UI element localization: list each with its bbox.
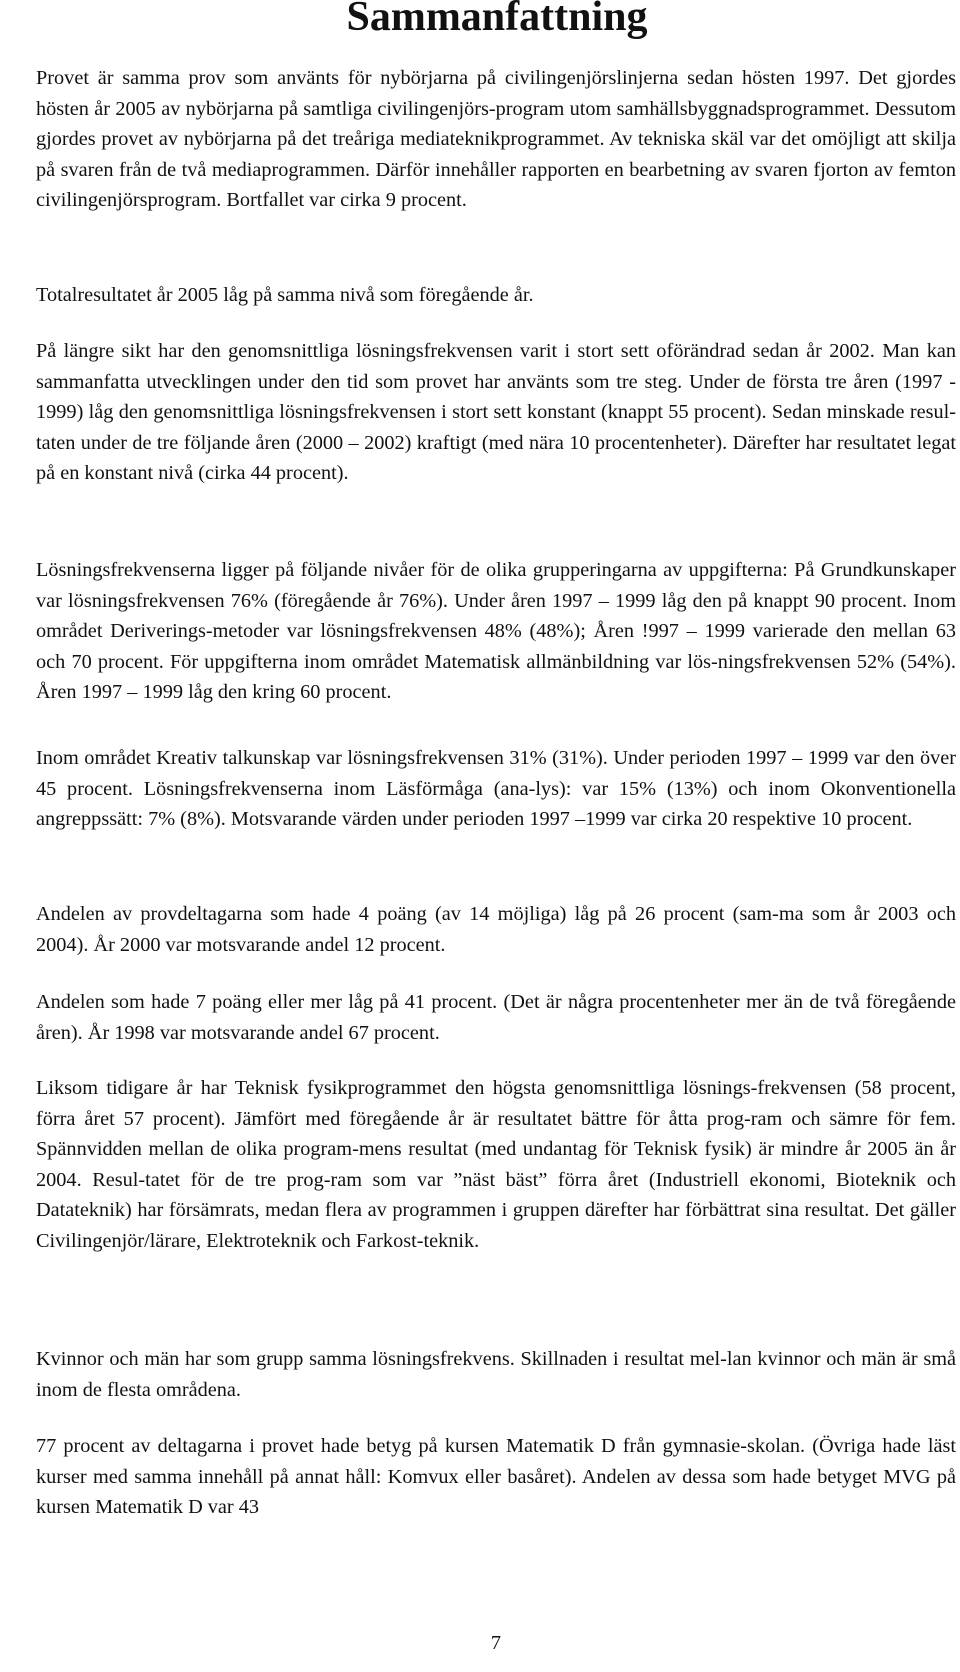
paragraph-long-term: På längre sikt har den genomsnittliga lösningsfrekvensen varit i stort sett oförändrad sedan år 2002. Man kan sammanfatta utvecklingen under den tid som provet har använts som tre steg. Under de första tre åren (1997 - 1999) låg den genomsnittliga lösningsfrekvensen i stort sett konstant (knappt 55 procent). Sedan minskade resul-taten under de tre följande åren (2000 – 2002) kraftigt (med nära 10 procentenheter). Därefter har resultatet legat på en konstant nivå (cirka 44 procent). <box>36 340 956 484</box>
paragraph-intro: Provet är samma prov som använts för nybörjarna på civilingenjörslinjerna sedan hösten 1997. Det gjordes hösten år 2005 av nybörjarna på samtliga civilingenjörs-program utom samhällsbyggnadsprogrammet. Dessutom gjordes provet av nybörjarna på det treåriga mediateknikprogrammet. Av tekniska skäl var det omöjligt att skilja på svaren från de två mediaprogrammen. Därför innehåller rapporten en bearbetning av svaren fjorton av femton civilingenjörsprogram. Bortfallet var cirka 9 procent. <box>36 67 956 211</box>
paragraph-programs: Liksom tidigare år har Teknisk fysikprogrammet den högsta genomsnittliga lösnings-frekvensen (58 procent, förra året 57 procent). Jämfört med föregående år är resultatet bättre för åtta prog-ram och sämre för fem. Spännvidden mellan de olika program-mens resultat (med undantag för Teknisk fysik) är mindre år 2005 än år 2004. Resul-tatet för de tre prog-ram som var ”näst bäst” förra året (Industriell ekonomi, Bioteknik och Datateknik) har försämrats, medan flera av programmen i gruppen därefter har förbättrat sina resultat. Det gäller Civilingenjör/lärare, Elektroteknik och Farkost-teknik. <box>36 1077 956 1252</box>
page-number: 7 <box>490 1632 502 1654</box>
paragraph-solution-rates: Lösningsfrekvenserna ligger på följande nivåer för de olika grupperingarna av uppgifterna: På Grundkunskaper var lösningsfrekvensen 76% (föregående år 76%). Under åren 1997 – 1999 låg den på knappt 90 procent. Inom området Deriverings-metoder var lösningsfrekvensen 48% (48%); Åren !997 – 1999 varierade den mellan 63 och 70 procent. För uppgifterna inom området Matematisk allmänbildning var lös-ningsfrekvensen 52% (54%). Åren 1997 – 1999 låg den kring 60 procent. <box>36 559 956 703</box>
paragraph-total-result: Totalresultatet år 2005 låg på samma nivå som föregående år. <box>36 284 534 306</box>
paragraph-seven-points: Andelen som hade 7 poäng eller mer låg på 41 procent. (Det är några procentenheter mer än de två föregående åren). År 1998 var motsvarande andel 67 procent. <box>36 991 956 1044</box>
document-page <box>36 0 958 1654</box>
paragraph-four-points: Andelen av provdeltagarna som hade 4 poäng (av 14 möjliga) låg på 26 procent (sam-ma som år 2003 och 2004). År 2000 var motsvarande andel 12 procent. <box>36 903 956 956</box>
paragraph-creative-number-skills: Inom området Kreativ talkunskap var lösningsfrekvensen 31% (31%). Under perioden 1997 – 1999 var den över 45 procent. Lösningsfrekvenserna inom Läsförmåga (ana-lys): var 15% (13%) och inom Okonventionella angreppssätt: 7% (8%). Motsvarande värden under perioden 1997 –1999 var cirka 20 respektive 10 procent. <box>36 747 956 830</box>
paragraph-gender: Kvinnor och män har som grupp samma lösningsfrekvens. Skillnaden i resultat mel-lan kvinnor och män är små inom de flesta områdena. <box>36 1348 956 1401</box>
paragraph-math-d: 77 procent av deltagarna i provet hade betyg på kursen Matematik D från gymnasie-skolan. (Övriga hade läst kurser med samma innehåll på annat håll: Komvux eller basåret). Andelen av dessa som hade betyget MVG på kursen Matematik D var 43 <box>36 1435 956 1518</box>
page-title: Sammanfattning <box>346 0 648 40</box>
